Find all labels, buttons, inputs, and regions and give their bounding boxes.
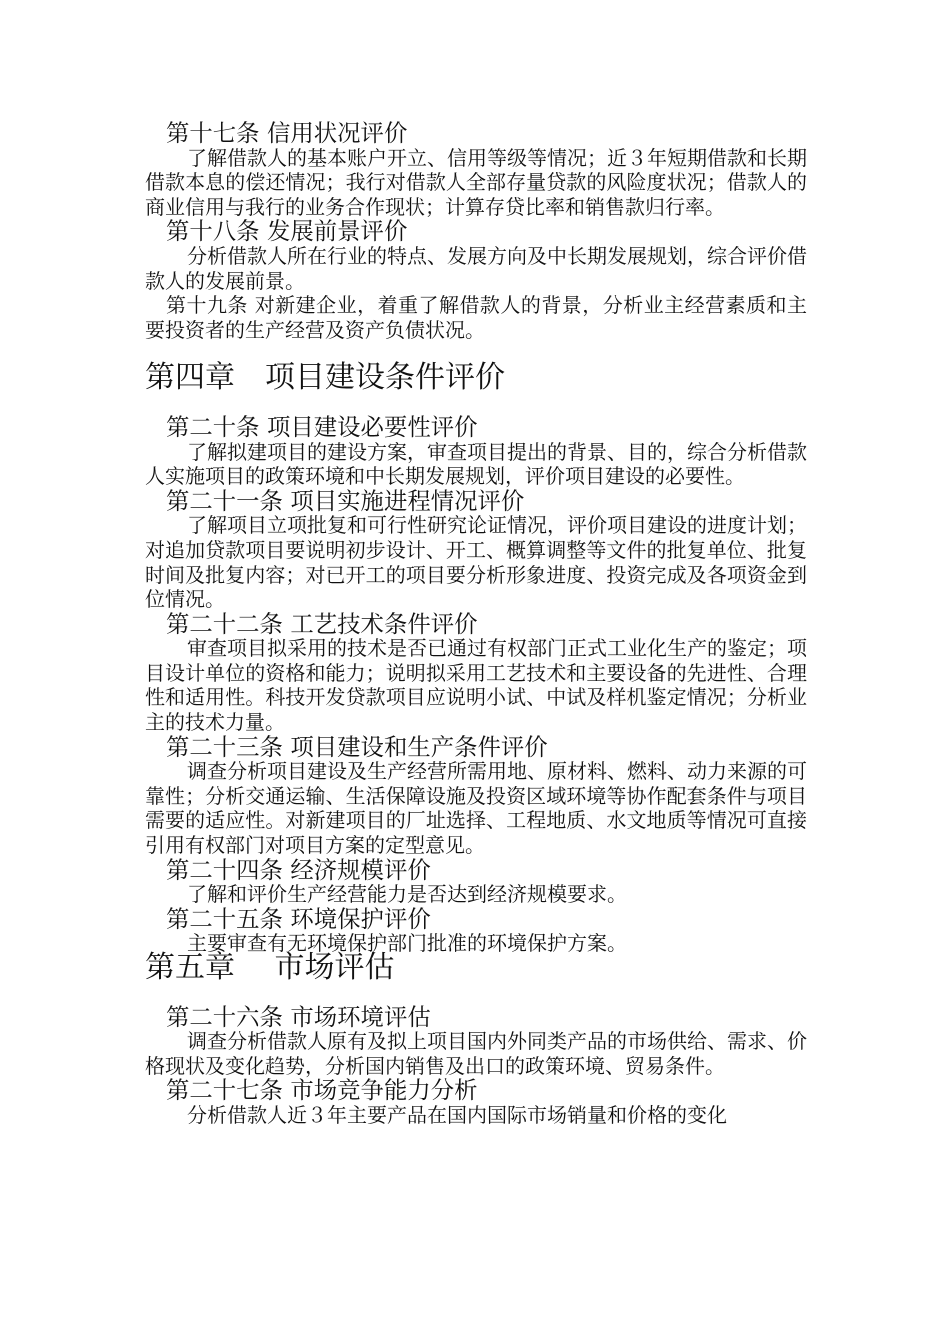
article-title: 第十八条 发展前景评价 <box>166 217 408 246</box>
article-title: 第二十七条 市场竞争能力分析 <box>166 1076 478 1105</box>
paragraph: 了解借款人的基本账户开立、信用等级等情况；近３年短期借款和长期借款本息的偿还情况；我行对借款人全部存量贷款的风险度状况；借款人的商业信用与我行的业务合作现状；计算存贷比率和销售款归行率。 <box>145 145 807 219</box>
article-title: 第二十条 项目建设必要性评价 <box>166 412 478 441</box>
paragraph: 分析借款人近３年主要产品在国内国际市场销量和价格的变化 <box>187 1102 727 1127</box>
paragraph: 了解项目立项批复和可行性研究论证情况，评价项目建设的进度计划；对追加贷款项目要说明初步设计、开工、概算调整等文件的批复单位、批复时间及批复内容；对已开工的项目要分析形象进度、投资完成及各项资金到位情况。 <box>145 513 807 612</box>
chapter-heading: 第四章 项目建设条件评价 <box>145 360 505 396</box>
paragraph: 了解拟建项目的建设方案，审查项目提出的背景、目的，综合分析借款人实施项目的政策环境和中长期发展规划，评价项目建设的必要性。 <box>145 439 807 489</box>
article-title: 第二十二条 工艺技术条件评价 <box>166 609 478 638</box>
article-title: 第十七条 信用状况评价 <box>166 119 408 147</box>
paragraph: 审查项目拟采用的技术是否已通过有权部门正式工业化生产的鉴定；项目设计单位的资格和能力；说明拟采用工艺技术和主要设备的先进性、合理性和适用性。科技开发贷款项目应说明小试、中试及样机鉴定情况；分析业主的技术力量。 <box>145 636 807 735</box>
paragraph: 调查分析借款人原有及拟上项目国内外同类产品的市场供给、需求、价格现状及变化趋势，分析国内销售及出口的政策环境、贸易条件。 <box>145 1029 807 1078</box>
article-title: 第二十一条 项目实施进程情况评价 <box>166 486 525 515</box>
paragraph: 分析借款人所在行业的特点、发展方向及中长期发展规划，综合评价借款人的发展前景。 <box>145 243 807 293</box>
paragraph: 了解和评价生产经营能力是否达到经济规模要求。 <box>187 882 627 907</box>
article-title: 第二十五条 环境保护评价 <box>166 904 431 933</box>
paragraph: 主要审查有无环境保护部门批准的环境保护方案。 <box>187 931 627 956</box>
document-body <box>145 121 807 1128</box>
paragraph: 第十九条 对新建企业，着重了解借款人的背景，分析业主经营素质和主要投资者的生产经营及资产负债状况。 <box>145 293 807 342</box>
article-title: 第二十四条 经济规模评价 <box>166 855 431 884</box>
paragraph: 调查分析项目建设及生产经营所需用地、原材料、燃料、动力来源的可靠性；分析交通运输、生活保障设施及投资区域环境等协作配套条件与项目需要的适应性。对新建项目的厂址选择、工程地质、水文地质等情况可直接引用有权部门对项目方案的定型意见。 <box>145 759 807 858</box>
article-title: 第二十三条 项目建设和生产条件评价 <box>166 732 548 761</box>
article-title: 第二十六条 市场环境评估 <box>166 1002 431 1031</box>
chapter-heading: 第五章 市场评估 <box>145 950 395 985</box>
